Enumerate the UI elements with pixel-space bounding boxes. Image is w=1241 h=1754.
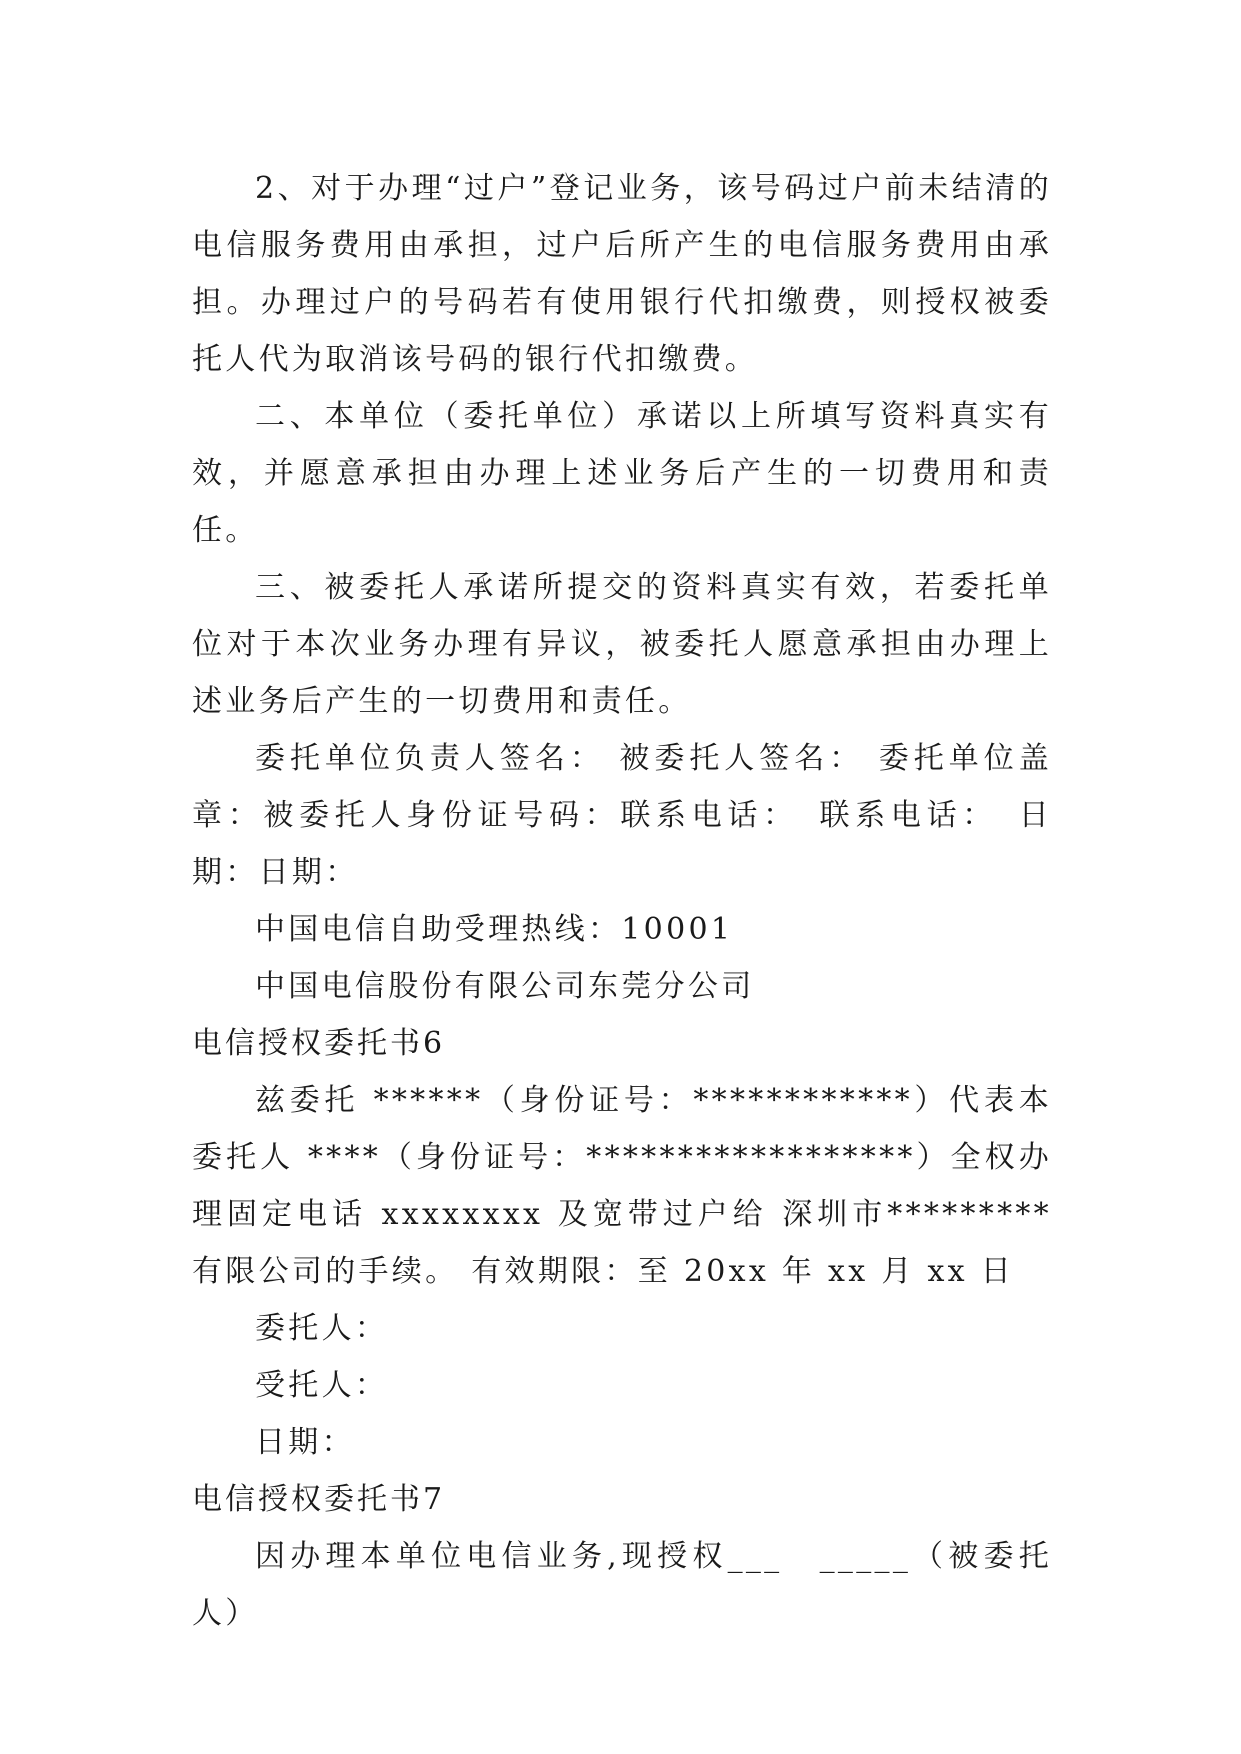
paragraph-unit-commitment: 二、本单位（委托单位）承诺以上所填写资料真实有效，并愿意承担由办理上述业务后产生的一切费用和责任。 <box>192 399 1052 548</box>
section-heading-7: 电信授权委托书7 <box>192 1482 446 1517</box>
document-body <box>192 160 1052 1642</box>
section-heading-6: 电信授权委托书6 <box>192 1026 446 1061</box>
paragraph-transfer-fees: 2、对于办理“过户”登记业务，该号码过户前未结清的电信服务费用由承担，过户后所产生的电信服务费用由承担。办理过户的号码若有使用银行代扣缴费，则授权被委托人代为取消该号码的银行代扣缴费。 <box>192 171 1052 377</box>
paragraph-signature-fields: 委托单位负责人签名： 被委托人签名： 委托单位盖章：被委托人身份证号码：联系电话： 联系电话： 日期：日期： <box>192 741 1052 890</box>
paragraph-principal: 委托人： <box>255 1311 389 1346</box>
paragraph-agent: 受托人： <box>255 1368 389 1403</box>
paragraph-authorization-6: 兹委托 ******（身份证号：************）代表本委托人 ****（身份证号：******************）全权办理固定电话 xxxxxxxx 及宽带过户给 深圳市*********有限公司的手续。 有效期限：至 20xx 年 xx 月 xx 日 <box>192 1083 1052 1289</box>
paragraph-date: 日期： <box>255 1425 355 1460</box>
paragraph-agent-commitment: 三、被委托人承诺所提交的资料真实有效，若委托单位对于本次业务办理有异议，被委托人愿意承担由办理上述业务后产生的一切费用和责任。 <box>192 570 1052 719</box>
paragraph-company-name: 中国电信股份有限公司东莞分公司 <box>255 969 755 1004</box>
paragraph-authorization-7: 因办理本单位电信业务,现授权___ _____（被委托人） <box>192 1539 1052 1631</box>
paragraph-hotline: 中国电信自助受理热线：10001 <box>255 912 734 947</box>
